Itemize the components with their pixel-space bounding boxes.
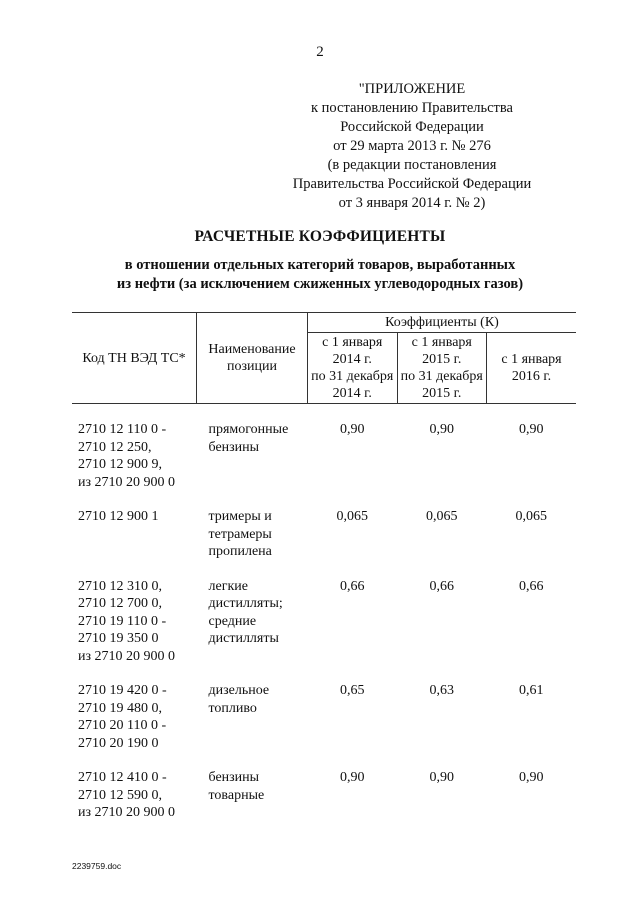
table-row bbox=[72, 421, 576, 491]
code-line: 2710 12 900 9, bbox=[78, 457, 162, 472]
name-line: легкие bbox=[208, 578, 248, 594]
cell-k2014: 0,90 bbox=[340, 422, 365, 437]
appendix-line: Правительства Российской Федерации bbox=[292, 176, 532, 192]
cell-name bbox=[197, 769, 308, 822]
name-line: средние bbox=[208, 613, 257, 629]
header-period-line: по 31 декабря bbox=[400, 369, 483, 384]
name-line: прямогонные bbox=[208, 422, 289, 437]
header-period-line: с 1 января bbox=[501, 352, 562, 367]
header-period-line: с 1 января bbox=[411, 335, 472, 350]
header-code: Код ТН ВЭД ТС* bbox=[72, 313, 197, 404]
appendix-line: от 3 января 2014 г. № 2) bbox=[338, 195, 486, 211]
code-line: 2710 12 590 0, bbox=[78, 787, 162, 803]
code-line: из 2710 20 900 0 bbox=[78, 474, 176, 490]
cell-k2015: 0,065 bbox=[426, 509, 458, 524]
coefficients-table bbox=[72, 312, 576, 822]
name-line: тетрамеры bbox=[208, 526, 272, 542]
cell-k2015: 0,90 bbox=[429, 770, 454, 785]
cell-k2016: 0,90 bbox=[519, 770, 544, 785]
code-line: 2710 20 190 0 bbox=[78, 735, 159, 751]
header-period-2015 bbox=[397, 333, 487, 404]
appendix-line: "ПРИЛОЖЕНИЕ bbox=[358, 81, 466, 97]
header-coefficients: Коэффициенты (К) bbox=[308, 313, 577, 333]
header-period-line: 2014 г. bbox=[332, 386, 372, 401]
document-subtitle bbox=[0, 256, 640, 294]
name-line: дистилляты bbox=[208, 631, 279, 646]
header-name bbox=[197, 313, 308, 404]
appendix-line: (в редакции постановления bbox=[327, 157, 497, 173]
name-line: товарные bbox=[208, 787, 265, 803]
code-line: 2710 12 250, bbox=[78, 439, 152, 455]
header-period-line: 2016 г. bbox=[511, 369, 552, 384]
name-line: бензины bbox=[208, 439, 260, 455]
header-name-line: Наименование bbox=[208, 342, 296, 357]
cell-name bbox=[197, 578, 308, 666]
header-name-line: позиции bbox=[227, 359, 277, 374]
code-line: из 2710 20 900 0 bbox=[78, 648, 176, 664]
header-period-line: 2015 г. bbox=[422, 352, 462, 367]
subtitle-line: из нефти (за исключением сжиженных углеводородных газов) bbox=[116, 276, 524, 292]
document-title: РАСЧЕТНЫЕ КОЭФФИЦИЕНТЫ bbox=[194, 228, 446, 245]
cell-code bbox=[72, 421, 197, 491]
header-period-line: 2014 г. bbox=[332, 352, 372, 367]
name-line: дизельное bbox=[208, 683, 270, 698]
code-line: 2710 19 110 0 - bbox=[78, 613, 167, 629]
cell-name bbox=[197, 682, 308, 752]
code-line: 2710 12 310 0, bbox=[78, 578, 162, 594]
cell-code bbox=[72, 769, 197, 822]
code-line: 2710 12 410 0 - bbox=[78, 770, 167, 785]
cell-k2015: 0,90 bbox=[429, 422, 454, 437]
appendix-block bbox=[262, 80, 562, 213]
code-line: 2710 12 110 0 - bbox=[78, 422, 167, 437]
cell-k2016: 0,90 bbox=[519, 422, 544, 437]
appendix-line: от 29 марта 2013 г. № 276 bbox=[333, 138, 491, 154]
name-line: бензины bbox=[208, 770, 260, 785]
subtitle-line: в отношении отдельных категорий товаров, выработанных bbox=[124, 257, 516, 273]
cell-code bbox=[72, 682, 197, 752]
table-row bbox=[72, 578, 576, 666]
code-line: 2710 20 110 0 - bbox=[78, 718, 167, 733]
code-line: 2710 19 480 0, bbox=[78, 700, 162, 716]
name-line: тримеры и bbox=[208, 509, 272, 524]
cell-k2016: 0,61 bbox=[519, 683, 544, 698]
code-line: 2710 12 900 1 bbox=[78, 509, 159, 524]
page-number: 2 bbox=[316, 44, 324, 60]
table-row bbox=[72, 682, 576, 752]
cell-k2015: 0,63 bbox=[429, 683, 454, 698]
appendix-line: к постановлению Правительства bbox=[311, 100, 513, 116]
appendix-line: Российской Федерации bbox=[340, 119, 484, 135]
code-line: 2710 19 350 0 bbox=[78, 631, 159, 646]
name-line: пропилена bbox=[208, 544, 272, 559]
cell-code bbox=[72, 508, 197, 561]
table-body bbox=[72, 404, 576, 822]
name-line: топливо bbox=[208, 700, 257, 716]
header-period-line: по 31 декабря bbox=[311, 369, 394, 384]
header-period-2016 bbox=[487, 333, 577, 404]
cell-k2016: 0,66 bbox=[519, 578, 544, 594]
code-line: из 2710 20 900 0 bbox=[78, 805, 176, 820]
header-period-2014 bbox=[308, 333, 398, 404]
cell-k2014: 0,065 bbox=[336, 509, 368, 524]
cell-k2015: 0,66 bbox=[429, 578, 454, 594]
cell-k2014: 0,65 bbox=[340, 683, 365, 698]
header-period-line: с 1 января bbox=[322, 335, 383, 350]
footer-filename: 2239759.doc bbox=[72, 861, 122, 871]
cell-k2014: 0,66 bbox=[340, 578, 365, 594]
cell-k2016: 0,065 bbox=[515, 509, 547, 524]
table-row bbox=[72, 769, 576, 822]
header-period-line: 2015 г. bbox=[422, 386, 462, 401]
code-line: 2710 12 700 0, bbox=[78, 596, 162, 611]
table-header bbox=[72, 313, 576, 404]
code-line: 2710 19 420 0 - bbox=[78, 683, 167, 698]
cell-k2014: 0,90 bbox=[340, 770, 365, 785]
cell-name bbox=[197, 421, 308, 491]
table-row bbox=[72, 508, 576, 561]
cell-code bbox=[72, 578, 197, 666]
name-line: дистилляты; bbox=[208, 596, 283, 611]
cell-name bbox=[197, 508, 308, 561]
